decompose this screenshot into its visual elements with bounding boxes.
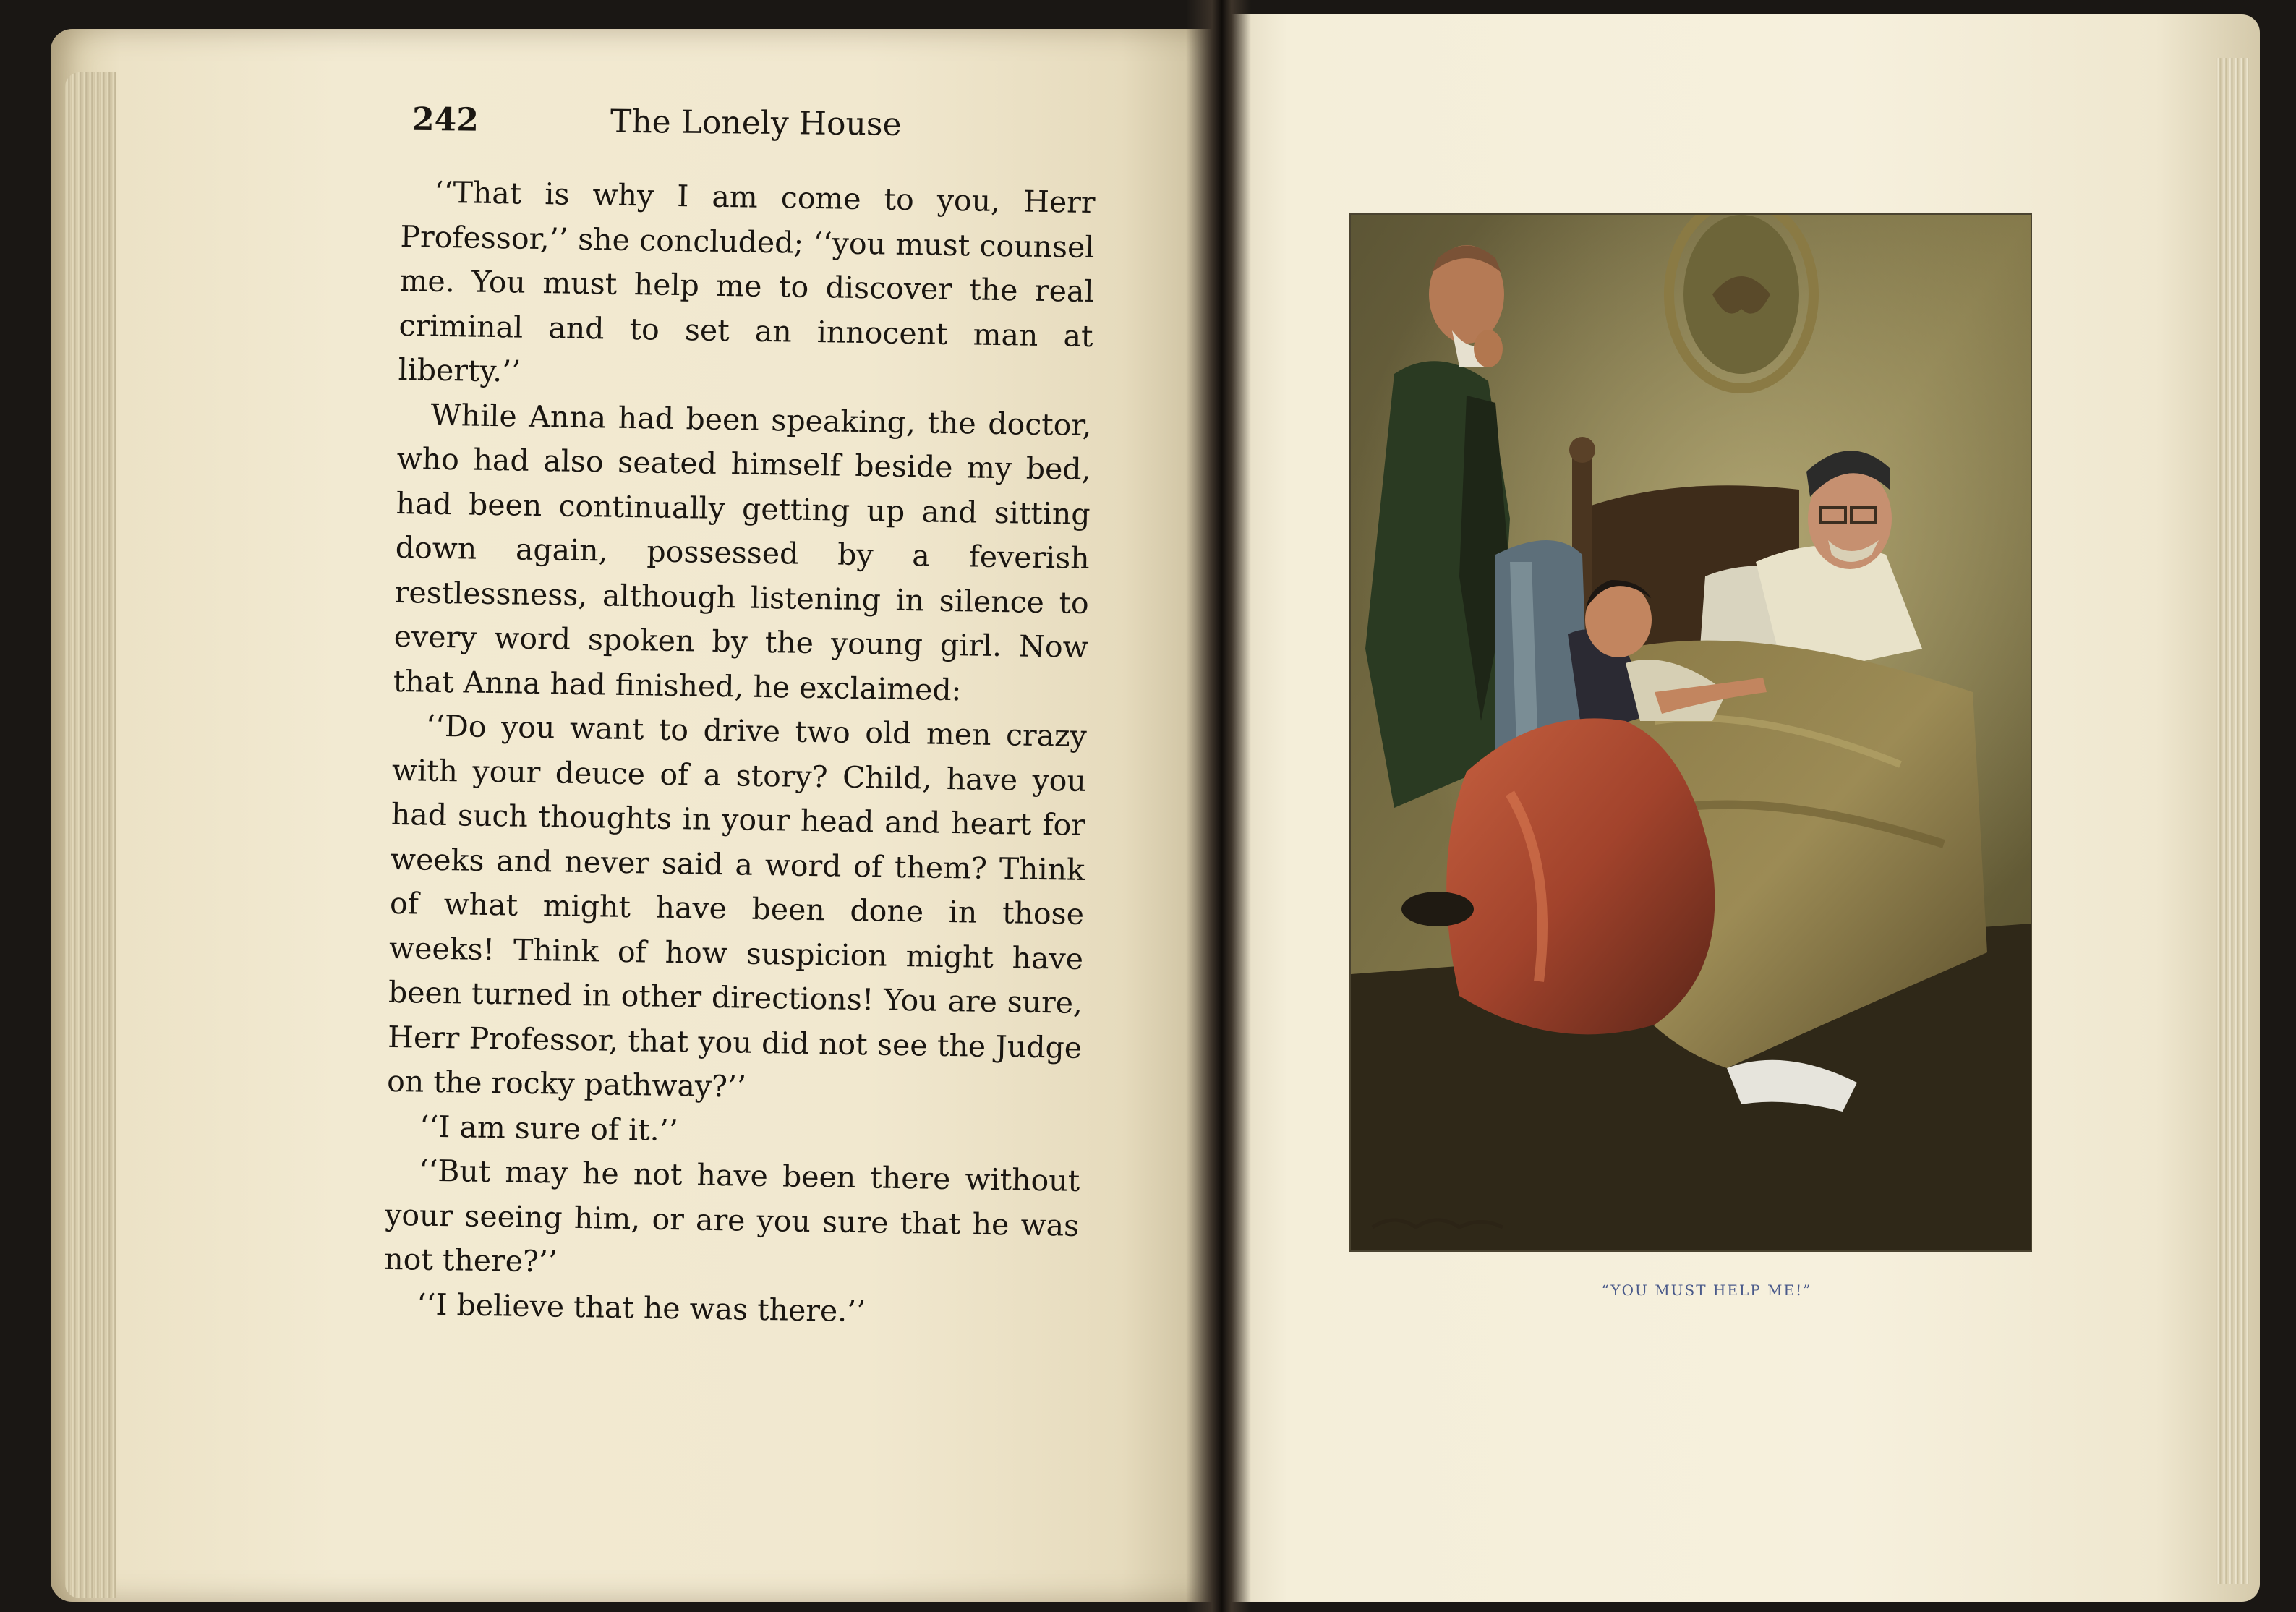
paragraph: ‘‘That is why I am come to you, Herr Professor,’’ she concluded; ‘‘you must counsel me. You must help me to discover the real criminal and to set an innocent man at liberty.’’ <box>398 174 1096 389</box>
illustration-plate <box>1351 215 2031 1250</box>
book-gutter <box>1186 0 1251 1612</box>
paragraph: While Anna had been speaking, the doctor, who had also seated himself beside my bed, had been continually getting up and sitting down again, possessed by a feverish restlessness, although listening in silence to every word spoken by the young girl. Now that Anna had finished, he exclaimed: <box>393 397 1092 707</box>
illustration-caption: “YOU MUST HELP ME!” <box>1601 1282 1812 1299</box>
running-head <box>412 101 1135 145</box>
paragraph: ‘‘I believe that he was there.’’ <box>416 1287 866 1329</box>
paragraph: ‘‘Do you want to drive two old men crazy with your deuce of a story? Child, have you had such thoughts in your head and heart for weeks and never said a word of them? Think of what might have been done in those weeks! Think of how suspicion might have been turned in other directions! You are sure, Herr Professor, that you did not see the Judge on the rocky pathway?’’ <box>386 708 1088 1104</box>
paragraph: ‘‘I am sure of it.’’ <box>419 1109 679 1148</box>
page-number: 242 <box>411 101 479 139</box>
body-text <box>383 170 1096 1337</box>
page-edges-right <box>2216 58 2249 1584</box>
page-edges-left <box>65 72 116 1598</box>
illustration-painting <box>1351 215 2031 1250</box>
running-title: The Lonely House <box>610 103 902 143</box>
paragraph: ‘‘But may he not have been there without your seeing him, or are you sure that he was not there?’’ <box>383 1153 1080 1279</box>
